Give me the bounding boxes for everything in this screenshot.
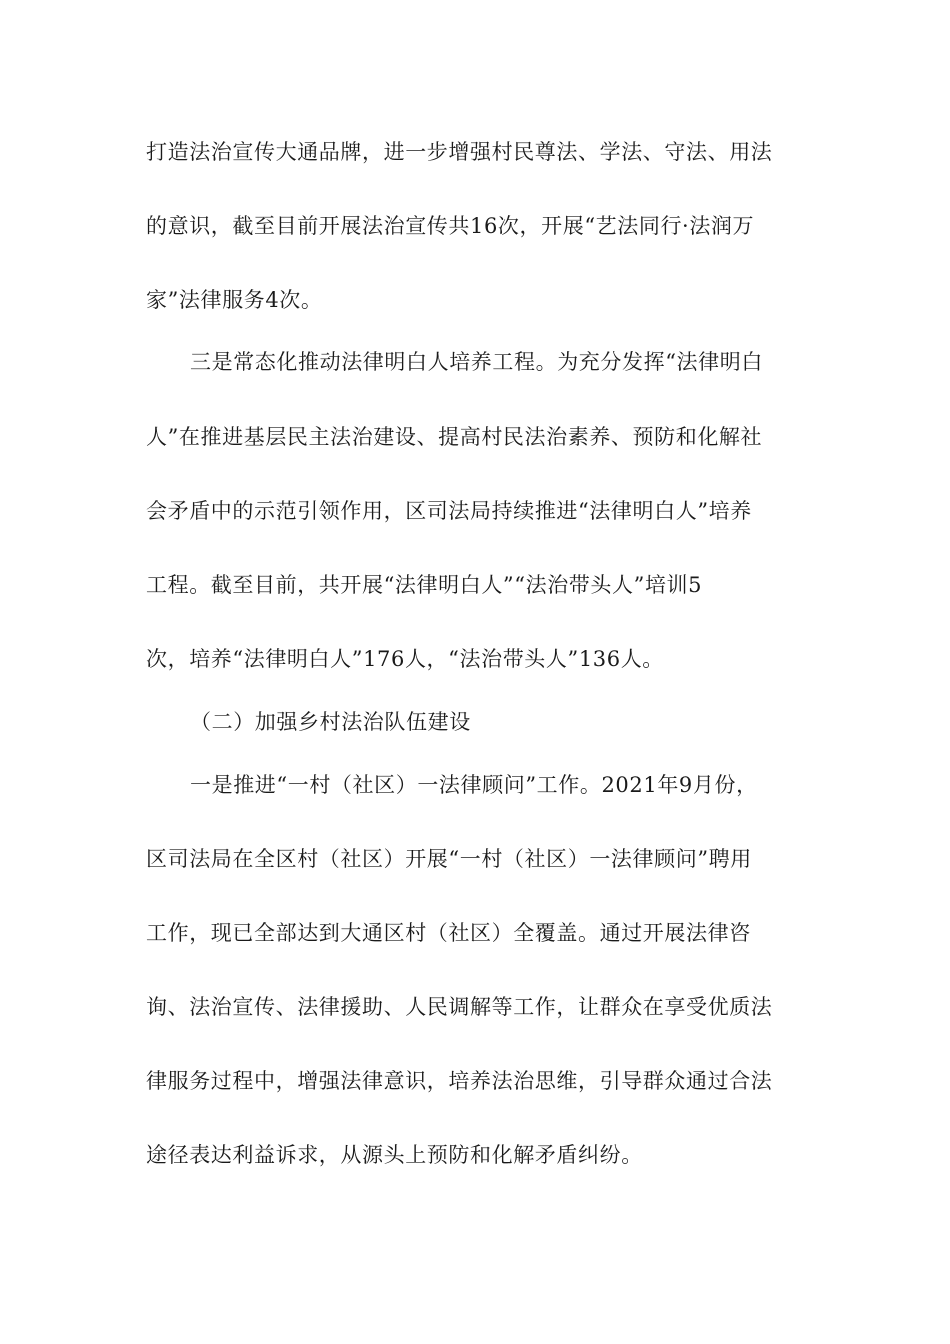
paragraph-line: 次，培养“法律明白人”176人，“法治带头人”136人。 bbox=[146, 647, 664, 671]
paragraph-line: 打造法治宣传大通品牌，进一步增强村民尊法、学法、守法、用法 bbox=[146, 140, 773, 164]
paragraph-line: 工作，现已全部达到大通区村（社区）全覆盖。通过开展法律咨 bbox=[146, 921, 751, 945]
paragraph-line: 三是常态化推动法律明白人培养工程。为充分发挥“法律明白 bbox=[190, 350, 763, 374]
paragraph-line: 一是推进“一村（社区）一法律顾问”工作。2021年9月份， bbox=[190, 773, 758, 797]
paragraph-line: 会矛盾中的示范引领作用，区司法局持续推进“法律明白人”培养 bbox=[146, 499, 752, 523]
paragraph-line: 工程。截至目前，共开展“法律明白人”“法治带头人”培训5 bbox=[146, 573, 703, 597]
paragraph-line: 询、法治宣传、法律援助、人民调解等工作，让群众在享受优质法 bbox=[146, 995, 773, 1019]
paragraph-line: 区司法局在全区村（社区）开展“一村（社区）一法律顾问”聘用 bbox=[146, 847, 752, 871]
section-heading: （二）加强乡村法治队伍建设 bbox=[190, 710, 471, 734]
paragraph-line: 人”在推进基层民主法治建设、提高村民法治素养、预防和化解社 bbox=[146, 425, 763, 449]
paragraph-line: 家”法律服务4次。 bbox=[146, 288, 323, 312]
paragraph-line: 途径表达利益诉求，从源头上预防和化解矛盾纠纷。 bbox=[146, 1143, 643, 1167]
paragraph-line: 律服务过程中，增强法律意识，培养法治思维，引导群众通过合法 bbox=[146, 1069, 773, 1093]
paragraph-line: 的意识，截至目前开展法治宣传共16次，开展“艺法同行·法润万 bbox=[146, 214, 755, 238]
